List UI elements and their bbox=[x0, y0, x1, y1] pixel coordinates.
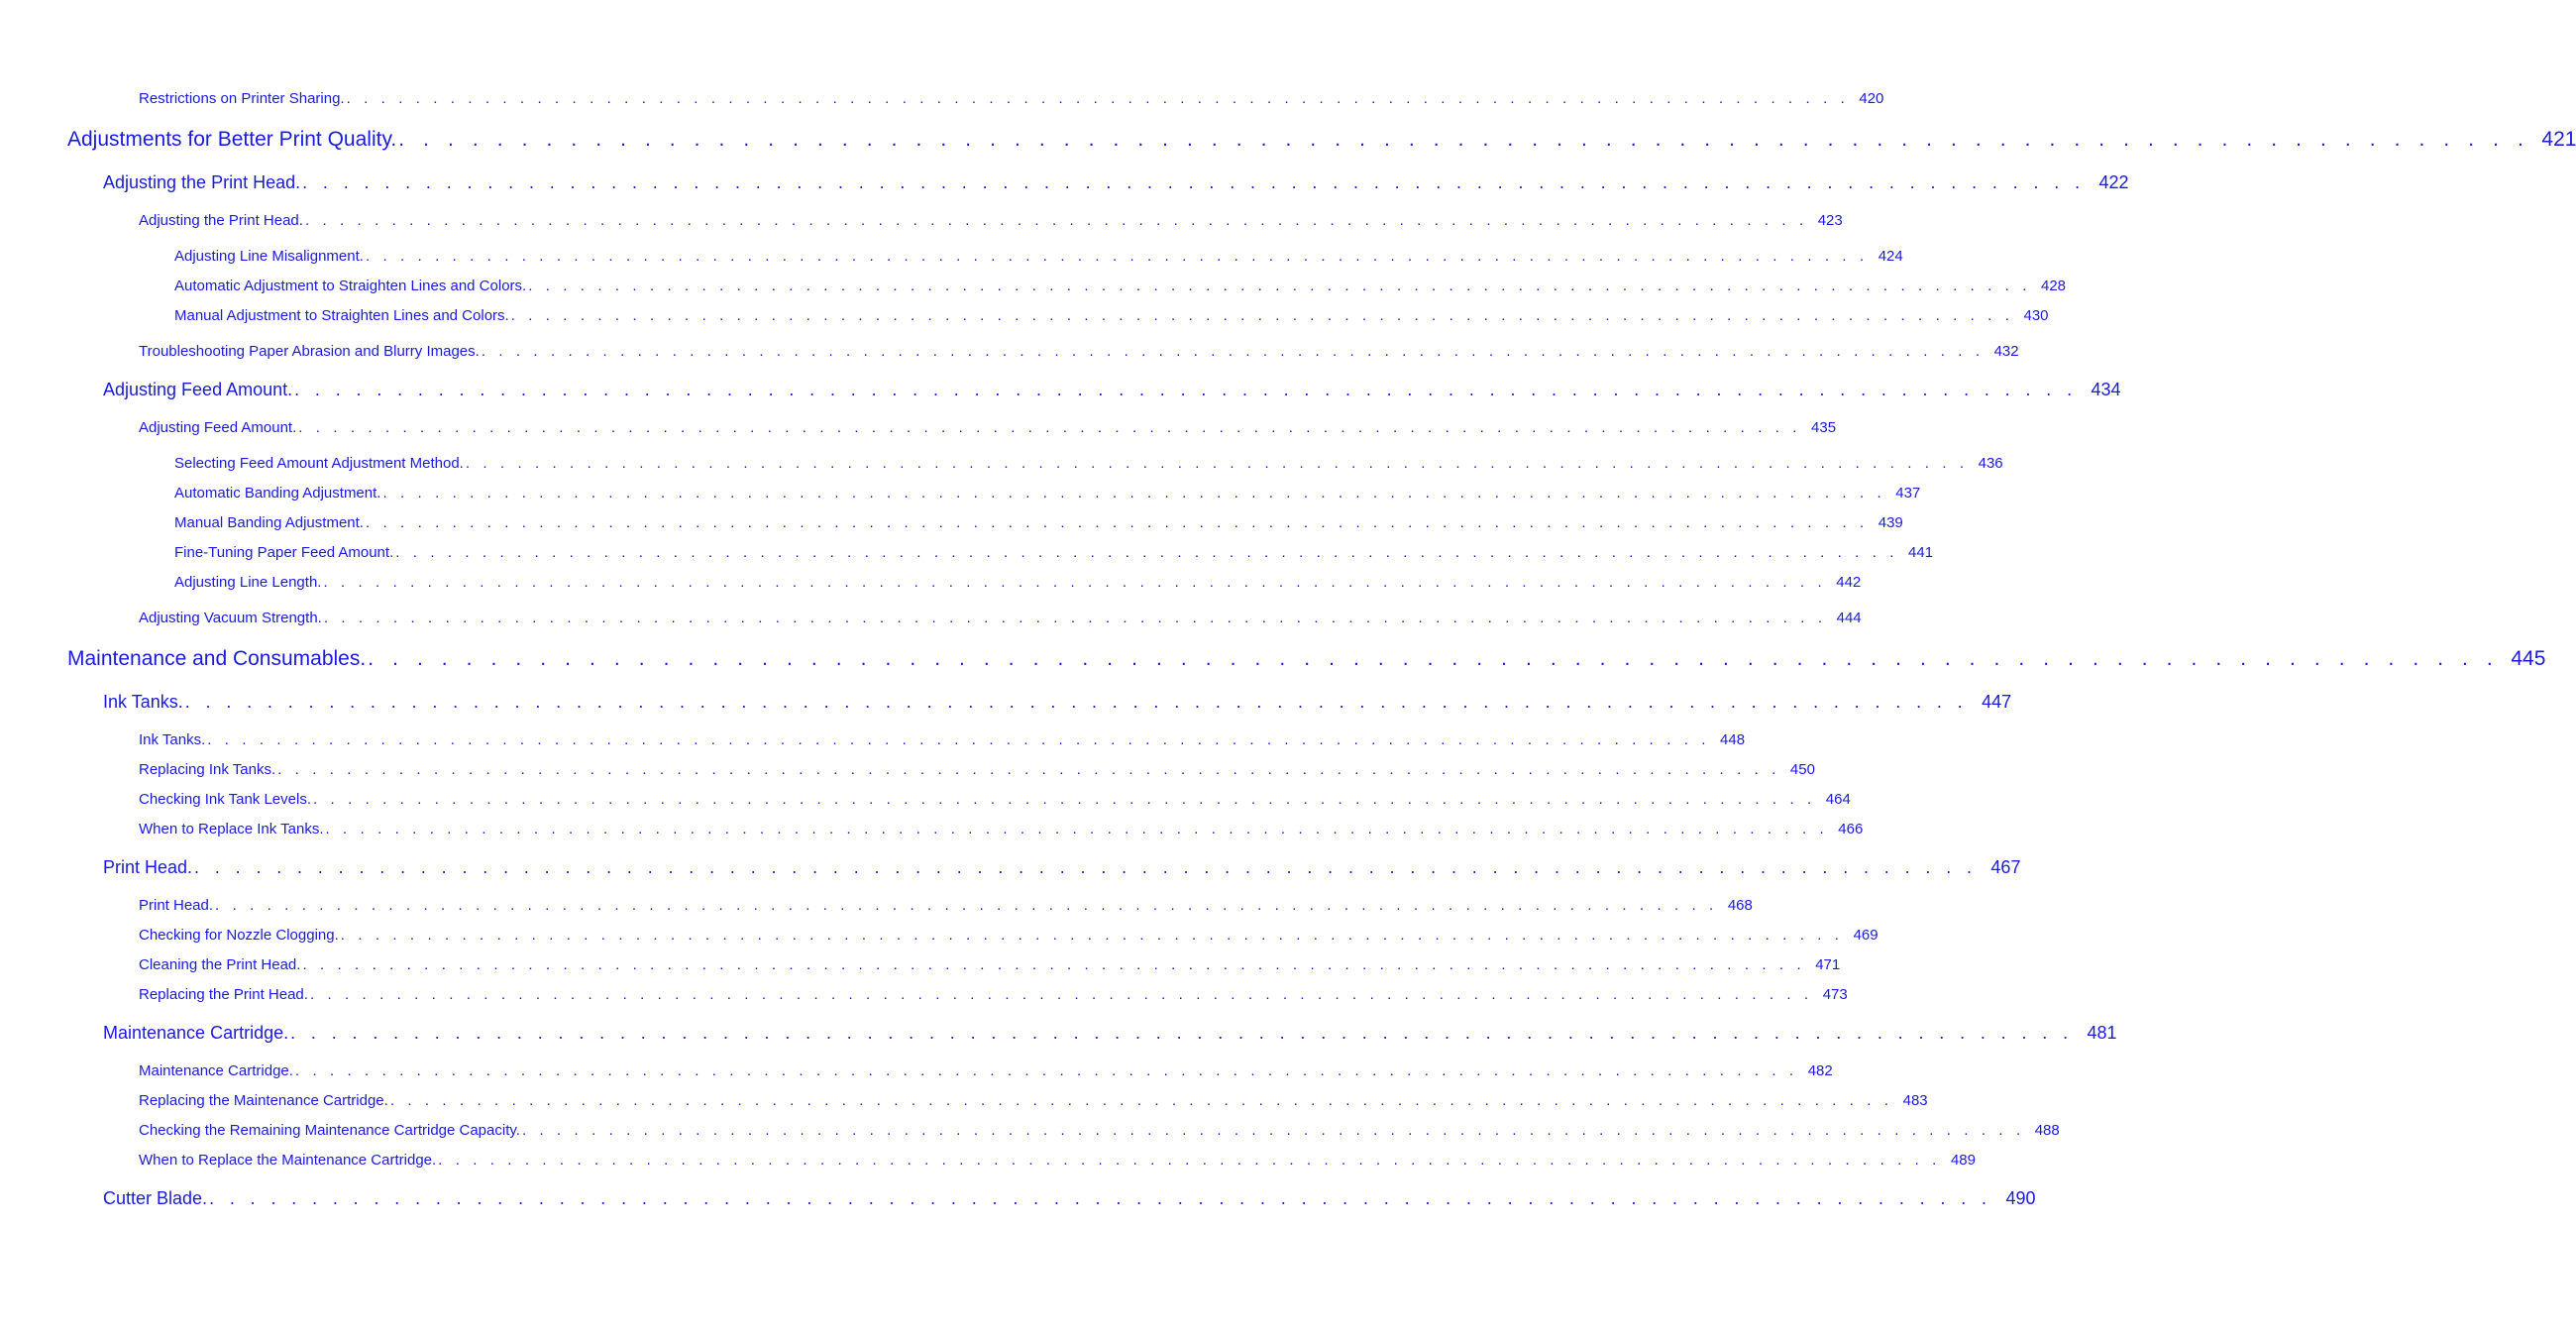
toc-entry-title: Adjusting Feed Amount. bbox=[103, 380, 293, 399]
dot-leader: . . . . . . . . . . . . . . . . . . . . . . . . . . . . . . . . . . . . . . . . . . . . . . . . . . . . . . . . . . . . . . . . . . . . . . . . . . . . . . . . . . . . . . . bbox=[528, 278, 2031, 294]
dot-leader: . . . . . . . . . . . . . . . . . . . . . . . . . . . . . . . . . . . . . . . . . . . . . . . . . . . . . . . . . . . . . . . . . . . . . . . . . . . . . . . . . . . . . . . bbox=[304, 212, 1808, 229]
toc-entry-checking-nozzle-clogging[interactable] bbox=[139, 927, 1878, 944]
toc-page-number: 441 bbox=[1908, 544, 1934, 561]
toc-entry-title: Print Head. bbox=[139, 897, 214, 914]
toc-page-number: 448 bbox=[1720, 731, 1746, 748]
dot-leader: . . . . . . . . . . . . . . . . . . . . . . . . . . . . . . . . . . . . . . . . . . . . . . . . . . . . . . . . . . . . . . . . . . . . . . . . . . . . . . . . . . . . . . . bbox=[481, 343, 1985, 360]
toc-entry-title: Cleaning the Print Head. bbox=[139, 956, 301, 973]
dot-leader: . . . . . . . . . . . . . . . . . . . . . . . . . . . . . . . . . . . . . . . . . . . . . . . . . . . . . . . . . . . . . . . . . . . . . . . . . . . . . . . . . . . . . . . bbox=[389, 1092, 1893, 1109]
toc-page-number: 483 bbox=[1902, 1092, 1928, 1109]
toc-entry-ink-tanks[interactable] bbox=[103, 692, 2012, 713]
toc-entry-title: Automatic Banding Adjustment. bbox=[174, 485, 381, 502]
toc-entry-checking-remaining-cartridge-capacity[interactable] bbox=[139, 1122, 2060, 1139]
toc-page-number: 464 bbox=[1825, 791, 1851, 808]
toc-page-number: 471 bbox=[1815, 956, 1841, 973]
toc-page-number: 482 bbox=[1807, 1062, 1833, 1079]
toc-page-number: 432 bbox=[1993, 343, 2019, 360]
dot-leader: . . . . . . . . . . . . . . . . . . . . . . . . . . . . . . . . . . . . . . . . . . . . . . . . . . . . . . . . . . . . . . . . . . . . . . . . . . . . . . . . . . . . . . . bbox=[521, 1122, 2025, 1139]
toc-entry-adjustments-for-better-print-quality[interactable] bbox=[67, 128, 2576, 152]
toc-entry-title: Replacing the Print Head. bbox=[139, 986, 308, 1003]
toc-entry-title: Adjusting the Print Head. bbox=[139, 212, 303, 229]
toc-entry-title: Checking for Nozzle Clogging. bbox=[139, 927, 339, 944]
toc-entry-when-to-replace-maintenance-cartridge[interactable] bbox=[139, 1152, 1976, 1169]
toc-entry-adjusting-feed-amount-sub[interactable] bbox=[139, 419, 1837, 436]
dot-leader: . . . . . . . . . . . . . . . . . . . . . . . . . . . . . . . . . . . . . . . . . . . . . . . . . . . . . . . . . . . . . . . . . . . . . . . . . . . . . . . . . . . . . . . bbox=[277, 761, 1780, 778]
toc-entry-title: Adjusting Line Misalignment. bbox=[174, 248, 364, 265]
toc-page-number: 481 bbox=[2087, 1023, 2117, 1043]
toc-entry-troubleshooting-paper-abrasion[interactable] bbox=[139, 343, 2019, 360]
toc-entry-cutter-blade[interactable] bbox=[103, 1188, 2036, 1209]
toc-entry-adjusting-feed-amount[interactable] bbox=[103, 380, 2121, 400]
toc-entry-automatic-adjustment-straighten-lines[interactable] bbox=[174, 278, 2067, 294]
toc-entry-title: Adjusting Vacuum Strength. bbox=[139, 610, 322, 626]
toc-page-number: 436 bbox=[1978, 455, 2003, 472]
toc-entry-title: Maintenance and Consumables. bbox=[67, 647, 367, 670]
toc-entry-cleaning-print-head[interactable] bbox=[139, 956, 1841, 973]
toc-entry-title: Fine-Tuning Paper Feed Amount. bbox=[174, 544, 394, 561]
toc-entry-replacing-maintenance-cartridge[interactable] bbox=[139, 1092, 1928, 1109]
toc-page-number: 466 bbox=[1838, 821, 1864, 837]
toc-page-number: 428 bbox=[2040, 278, 2067, 294]
toc-entry-title: Manual Adjustment to Straighten Lines and Colors. bbox=[174, 307, 509, 324]
dot-leader: . . . . . . . . . . . . . . . . . . . . . . . . . . . . . . . . . . . . . . . . . . . . . . . . . . . . . . . . . . . . . . . . . . . . . . . . . . . . . . . . . . . . . . . bbox=[382, 485, 1886, 502]
toc-entry-title: Restrictions on Printer Sharing. bbox=[139, 90, 345, 107]
dot-leader: . . . . . . . . . . . . . . . . . . . . . . . . . . . . . . . . . . . . . . . . . . . . . . . . . . . . . . . . . . . . . . . . . . . . . . . . . . . . . . . . . . . . . . . bbox=[465, 455, 1969, 472]
dot-leader: . . . . . . . . . . . . . . . . . . . . . . . . . . . . . . . . . . . . . . . . . . . . . . . . . . . . . . . . . . . . . . . . . . . . . . . . . . . . . . . . . . . . . . . bbox=[365, 514, 1869, 531]
toc-entry-selecting-feed-amount-method[interactable] bbox=[174, 455, 2003, 472]
toc-page-number: 442 bbox=[1836, 574, 1862, 591]
toc-entry-title: Manual Banding Adjustment. bbox=[174, 514, 364, 531]
toc-entry-maintenance-cartridge[interactable] bbox=[103, 1023, 2117, 1044]
toc-page-number: 473 bbox=[1822, 986, 1848, 1003]
dot-leader: . . . . . . . . . . . . . . . . . . . . . . . . . . . . . . . . . . . . . . . . . . . . . . . . . . . . . . . . . . . . . . . . . . . . . . . . . . . . . . . . . . . . . . . bbox=[302, 956, 1806, 973]
toc-entry-maintenance-cartridge-sub[interactable] bbox=[139, 1062, 1833, 1079]
toc-page-number: 423 bbox=[1817, 212, 1843, 229]
toc-entry-title: Maintenance Cartridge. bbox=[103, 1023, 289, 1043]
toc-entry-title: Ink Tanks. bbox=[103, 692, 183, 712]
toc-page-number: 490 bbox=[2005, 1188, 2036, 1208]
toc-page-number: 489 bbox=[1950, 1152, 1976, 1169]
toc-entry-title: Selecting Feed Amount Adjustment Method. bbox=[174, 455, 464, 472]
toc-entry-title: Checking the Remaining Maintenance Cartridge Capacity. bbox=[139, 1122, 520, 1139]
dot-leader: . . . . . . . . . . . . . . . . . . . . . . . . . . . . . . . . . . . . . . . . . . . . . . . . . . . . . . . . . . . . . . . . . . . . . . . . . . . . . . . . . . . . . . . bbox=[184, 692, 1969, 712]
dot-leader: . . . . . . . . . . . . . . . . . . . . . . . . . . . . . . . . . . . . . . . . . . . . . . . . . . . . . . . . . . . . . . . . . . . . . . . . . . . . . . . . . . . . . . . bbox=[395, 544, 1899, 561]
dot-leader: . . . . . . . . . . . . . . . . . . . . . . . . . . . . . . . . . . . . . . . . . . . . . . . . . . . . . . . . . . . . . . . . . . . . . . . . . . . . . . . . . . . . . . . bbox=[298, 419, 1802, 436]
toc-entry-adjusting-line-misalignment[interactable] bbox=[174, 248, 1903, 265]
toc-entry-restrictions-on-printer-sharing[interactable] bbox=[139, 90, 1884, 107]
dot-leader: . . . . . . . . . . . . . . . . . . . . . . . . . . . . . . . . . . . . . . . . . . . . . . . . . . . . . . . . . . . . . . . . . . . . . . . . . . . . . . . . . . . . . . . bbox=[207, 731, 1711, 748]
toc-entry-title: Print Head. bbox=[103, 857, 193, 877]
toc-entry-title: Ink Tanks. bbox=[139, 731, 206, 748]
toc-page-number: 421 bbox=[2541, 128, 2576, 151]
dot-leader: . . . . . . . . . . . . . . . . . . . . . . . . . . . . . . . . . . . . . . . . . . . . . . . . . . . . . . . . . . . . . . . . . . . . . . . . . . . . . . . . . . . . . . . bbox=[346, 90, 1850, 107]
toc-page-number: 439 bbox=[1878, 514, 1903, 531]
toc-entry-title: Adjusting Feed Amount. bbox=[139, 419, 297, 436]
dot-leader: . . . . . . . . . . . . . . . . . . . . . . . . . . . . . . . . . . . . . . . . . . . . . . . . . . . . . . . . . . . . . . . . . . . . . . . . . . . . . . . . . . . . . . . bbox=[209, 1188, 1992, 1208]
toc-page-number: 434 bbox=[2091, 380, 2121, 399]
dot-leader: . . . . . . . . . . . . . . . . . . . . . . . . . . . . . . . . . . . . . . . . . . . . . . . . . . . . . . . . . . . . . . . . . . . . . . . . . . . . . . . . . . . . . . . bbox=[313, 791, 1816, 808]
toc-page-number: 424 bbox=[1878, 248, 1903, 265]
toc-entry-adjusting-the-print-head-sub[interactable] bbox=[139, 212, 1843, 229]
dot-leader: . . . . . . . . . . . . . . . . . . . . . . . . . . . . . . . . . . . . . . . . . . . . . . . . . . . . . . . . . . . . . . . . . . . . . . . . . . . . . . . . . . . . . . . bbox=[309, 986, 1813, 1003]
toc-entry-adjusting-line-length[interactable] bbox=[174, 574, 1862, 591]
toc-entry-print-head-sub[interactable] bbox=[139, 897, 1753, 914]
toc-entry-title: Adjusting the Print Head. bbox=[103, 172, 301, 192]
toc-page-number: 467 bbox=[1990, 857, 2021, 877]
toc-entry-ink-tanks-sub[interactable] bbox=[139, 731, 1746, 748]
toc-entry-automatic-banding-adjustment[interactable] bbox=[174, 485, 1921, 502]
dot-leader: . . . . . . . . . . . . . . . . . . . . . . . . . . . . . . . . . . . . . . . . . . . . . . . . . . . . . . . . . . . . . . . . . . . . . . . . . . . . . . . . . . . . . . . bbox=[325, 821, 1829, 837]
toc-page-number: 445 bbox=[2511, 647, 2546, 670]
toc-entry-title: Replacing the Maintenance Cartridge. bbox=[139, 1092, 388, 1109]
toc-entry-title: Maintenance Cartridge. bbox=[139, 1062, 293, 1079]
toc-page-number: 435 bbox=[1811, 419, 1837, 436]
toc-entry-checking-ink-tank-levels[interactable] bbox=[139, 791, 1851, 808]
dot-leader: . . . . . . . . . . . . . . . . . . . . . . . . . . . . . . . . . . . . . . . . . . . . . . . . . . . . . . . . . . . . . . . . . . . . . . . . . . . . . . . . . . . . . . . bbox=[510, 307, 2014, 324]
toc-page-number: 420 bbox=[1859, 90, 1884, 107]
dot-leader: . . . . . . . . . . . . . . . . . . . . . . . . . . . . . . . . . . . . . . . . . . . . . . . . . . . . . . . . . . . . . . . . . . . . . . . . . . . . . . . . . . . . . . . bbox=[340, 927, 1844, 944]
toc-page-number: 488 bbox=[2034, 1122, 2060, 1139]
dot-leader: . . . . . . . . . . . . . . . . . . . . . . . . . . . . . . . . . . . . . . . . . . . . . . . . . . . . . . . . . . . . . . . . . . . . . . . . . . . . . . . . . . . . . . . bbox=[294, 380, 2078, 399]
toc-entry-title: When to Replace Ink Tanks. bbox=[139, 821, 324, 837]
toc-entry-title: Adjustments for Better Print Quality. bbox=[67, 128, 397, 151]
toc-entry-adjusting-the-print-head[interactable] bbox=[103, 172, 2129, 193]
dot-leader: . . . . . . . . . . . . . . . . . . . . . . . . . . . . . . . . . . . . . . . . . . . . . . . . . . . . . . . . . . . . . . . . . . . . . . . . . . . . . . . . . . . . . . . bbox=[323, 610, 1827, 626]
dot-leader: . . . . . . . . . . . . . . . . . . . . . . . . . . . . . . . . . . . . . . . . . . . . . . . . . . . . . . . . . . . . . . . . . . . . . . . . . . . . . . . . . . . . . . . bbox=[398, 128, 2530, 151]
toc-entry-title: When to Replace the Maintenance Cartridge. bbox=[139, 1152, 437, 1169]
toc-entry-print-head[interactable] bbox=[103, 857, 2021, 878]
toc-entry-replacing-ink-tanks[interactable] bbox=[139, 761, 1815, 778]
toc-entry-title: Cutter Blade. bbox=[103, 1188, 208, 1208]
toc-page-number: 422 bbox=[2098, 172, 2129, 192]
toc-page-number: 468 bbox=[1727, 897, 1753, 914]
toc-entry-maintenance-and-consumables[interactable] bbox=[67, 647, 2546, 671]
dot-leader: . . . . . . . . . . . . . . . . . . . . . . . . . . . . . . . . . . . . . . . . . . . . . . . . . . . . . . . . . . . . . . . . . . . . . . . . . . . . . . . . . . . . . . . bbox=[194, 857, 1978, 877]
toc-entry-title: Automatic Adjustment to Straighten Lines and Colors. bbox=[174, 278, 527, 294]
toc-page-number: 444 bbox=[1836, 610, 1862, 626]
toc-entry-manual-adjustment-straighten-lines[interactable] bbox=[174, 307, 2049, 324]
toc-entry-adjusting-vacuum-strength[interactable] bbox=[139, 610, 1862, 626]
toc-entry-title: Checking Ink Tank Levels. bbox=[139, 791, 311, 808]
dot-leader: . . . . . . . . . . . . . . . . . . . . . . . . . . . . . . . . . . . . . . . . . . . . . . . . . . . . . . . . . . . . . . . . . . . . . . . . . . . . . . . . . . . . . . . bbox=[290, 1023, 2074, 1043]
toc-page-number: 447 bbox=[1982, 692, 2012, 712]
dot-leader: . . . . . . . . . . . . . . . . . . . . . . . . . . . . . . . . . . . . . . . . . . . . . . . . . . . . . . . . . . . . . . . . . . . . . . . . . . . . . . . . . . . . . . . bbox=[215, 897, 1718, 914]
dot-leader: . . . . . . . . . . . . . . . . . . . . . . . . . . . . . . . . . . . . . . . . . . . . . . . . . . . . . . . . . . . . . . . . . . . . . . . . . . . . . . . . . . . . . . . bbox=[323, 574, 1827, 591]
toc-entry-when-to-replace-ink-tanks[interactable] bbox=[139, 821, 1864, 837]
dot-leader: . . . . . . . . . . . . . . . . . . . . . . . . . . . . . . . . . . . . . . . . . . . . . . . . . . . . . . . . . . . . . . . . . . . . . . . . . . . . . . . . . . . . . . . bbox=[365, 248, 1869, 265]
dot-leader: . . . . . . . . . . . . . . . . . . . . . . . . . . . . . . . . . . . . . . . . . . . . . . . . . . . . . . . . . . . . . . . . . . . . . . . . . . . . . . . . . . . . . . . bbox=[438, 1152, 1941, 1169]
toc-page-number: 437 bbox=[1895, 485, 1921, 502]
toc-entry-title: Replacing Ink Tanks. bbox=[139, 761, 276, 778]
toc-entry-manual-banding-adjustment[interactable] bbox=[174, 514, 1903, 531]
toc-page-number: 450 bbox=[1789, 761, 1815, 778]
toc-entry-title: Troubleshooting Paper Abrasion and Blurry Images. bbox=[139, 343, 480, 360]
toc-entry-fine-tuning-paper-feed[interactable] bbox=[174, 544, 1934, 561]
dot-leader: . . . . . . . . . . . . . . . . . . . . . . . . . . . . . . . . . . . . . . . . . . . . . . . . . . . . . . . . . . . . . . . . . . . . . . . . . . . . . . . . . . . . . . . bbox=[368, 647, 2500, 670]
toc-entry-replacing-print-head[interactable] bbox=[139, 986, 1848, 1003]
dot-leader: . . . . . . . . . . . . . . . . . . . . . . . . . . . . . . . . . . . . . . . . . . . . . . . . . . . . . . . . . . . . . . . . . . . . . . . . . . . . . . . . . . . . . . . bbox=[302, 172, 2086, 192]
toc-page-number: 469 bbox=[1853, 927, 1878, 944]
toc-entry-title: Adjusting Line Length. bbox=[174, 574, 322, 591]
dot-leader: . . . . . . . . . . . . . . . . . . . . . . . . . . . . . . . . . . . . . . . . . . . . . . . . . . . . . . . . . . . . . . . . . . . . . . . . . . . . . . . . . . . . . . . bbox=[294, 1062, 1798, 1079]
toc-page-number: 430 bbox=[2023, 307, 2049, 324]
